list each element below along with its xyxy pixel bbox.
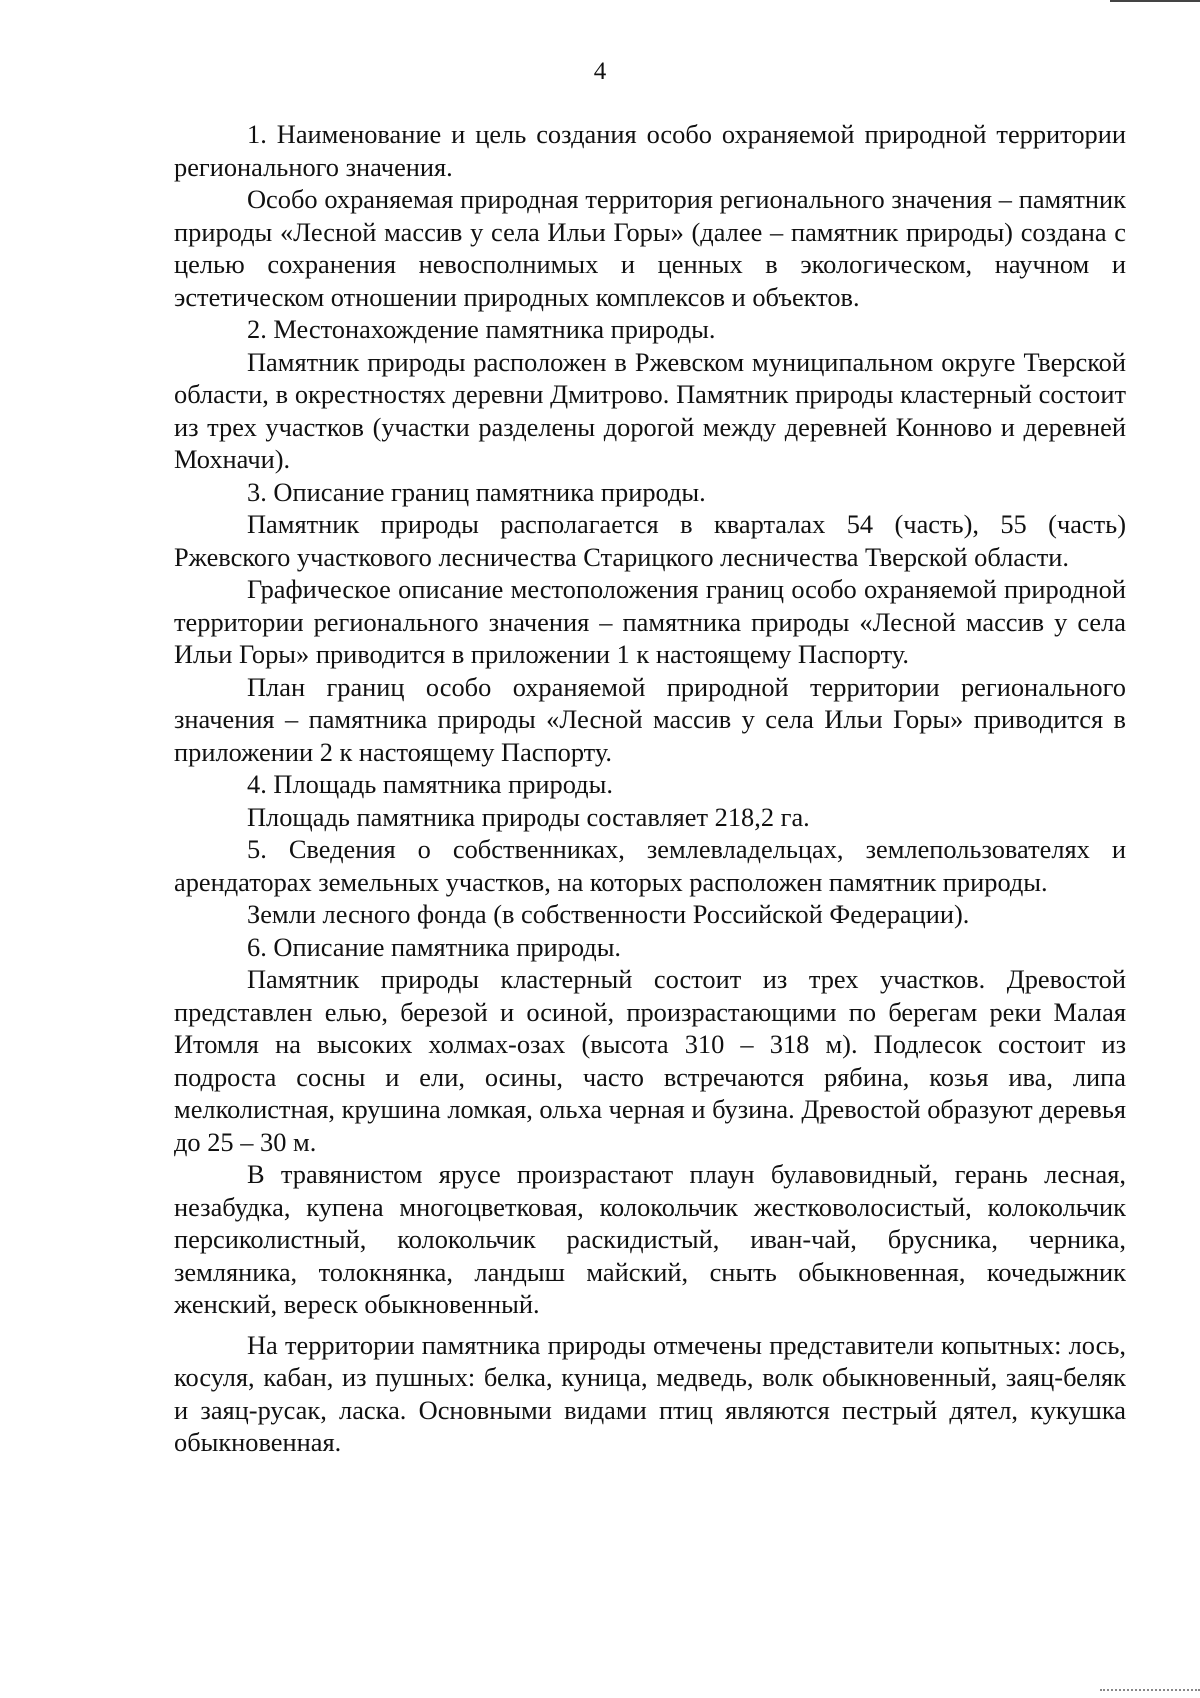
section-6-forest-description: Памятник природы кластерный состоит из трех участков. Древостой представлен елью, березой и осиной, произрастающими по берегам реки Малая Итомля на высоких холмах-озах (высота 310 – 318 м). Подлесок состоит из подроста сосны и ели, осины, часто встречаются рябина, козья ива, липа мелколистная, крушина ломкая, ольха черная и бузина. Древостой образуют деревья до 25 – 30 м. xyxy=(174,964,1126,1157)
section-1-text: Особо охраняемая природная территория регионального значения – памятник природы «Лесной массив у села Ильи Горы» (далее – памятник природы) создана с целью сохранения невосполнимых и ценных в экологическом, научном и эстетическом отношении природных комплексов и объектов. xyxy=(174,184,1126,312)
section-5-text: Земли лесного фонда (в собственности Российской Федерации). xyxy=(247,899,970,929)
section-2-text: Памятник природы расположен в Ржевском муниципальном округе Тверской области, в окрестностях деревни Дмитрово. Памятник природы кластерный состоит из трех участков (участки разделены дорогой между деревней Конново и деревней Мохначи). xyxy=(174,346,1126,474)
document-body xyxy=(174,118,1126,1459)
section-3-heading: 3. Описание границ памятника природы. xyxy=(247,476,706,507)
section-3-boundary-plan: План границ особо охраняемой природной территории регионального значения – памятника природы «Лесной массив у села Ильи Горы» приводится в приложении 2 к настоящему Паспорту. xyxy=(174,671,1126,767)
section-4-text: Площадь памятника природы составляет 218,2 га. xyxy=(247,801,810,832)
section-4-heading: 4. Площадь памятника природы. xyxy=(247,769,613,799)
section-5-heading: 5. Сведения о собственниках, землевладельцах, землепользователях и арендаторах земельных участков, на которых расположен памятник природы. xyxy=(174,834,1126,897)
section-3-text: Памятник природы располагается в кварталах 54 (часть), 55 (часть) Ржевского участкового лесничества Старицкого лесничества Тверской области. xyxy=(174,509,1126,572)
page-number: 4 xyxy=(593,58,607,85)
section-6-heading: 6. Описание памятника природы. xyxy=(247,931,622,962)
section-6-herb-layer: В травянистом ярусе произрастают плаун булавовидный, герань лесная, незабудка, купена многоцветковая, колокольчик жестковолосистый, колокольчик персиколистный, колокольчик раскидистый, иван-чай, брусника, черника, земляника, толокнянка, ландыш майский, сныть обыкновенная, кочедыжник женский, вереск обыкновенный. xyxy=(174,1159,1126,1319)
section-3-graphic-description: Графическое описание местоположения границ особо охраняемой природной территории регионального значения – памятника природы «Лесной массив у села Ильи Горы» приводится в приложении 1 к настоящему Паспорту. xyxy=(174,574,1126,669)
scan-edge-mark-bottom xyxy=(1100,1689,1200,1694)
scan-edge-mark-top xyxy=(1110,0,1200,2)
section-6-fauna: На территории памятника природы отмечены представители копытных: лось, косуля, кабан, из пушных: белка, куница, медведь, волк обыкновенный, заяц-беляк и заяц-русак, ласка. Основными видами птиц являются пестрый дятел, кукушка обыкновенная. xyxy=(174,1329,1126,1457)
section-2-heading: 2. Местонахождение памятника природы. xyxy=(247,314,716,344)
section-1-heading: 1. Наименование и цель создания особо охраняемой природной территории регионального значения. xyxy=(174,119,1126,182)
